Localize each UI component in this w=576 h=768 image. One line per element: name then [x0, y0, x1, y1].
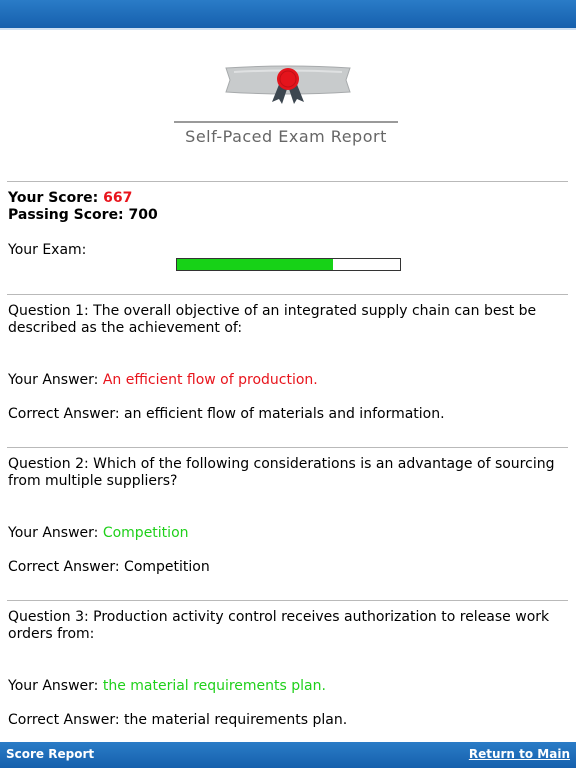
- page-title: Self-Paced Exam Report: [185, 127, 387, 146]
- title-underline: [174, 121, 398, 123]
- your-answer-value: An efficient flow of production.: [102, 372, 318, 388]
- your-answer-value: Competition: [102, 525, 189, 541]
- passing-score-label: Passing Score:: [8, 207, 124, 223]
- exam-progress-fill: [177, 259, 333, 270]
- exam-progress-bar: [176, 258, 401, 271]
- your-answer-label: Your Answer:: [8, 525, 99, 541]
- bottom-bar: [0, 742, 576, 768]
- top-bar: [0, 0, 576, 30]
- correct-answer-line: [8, 406, 445, 423]
- your-answer-value: the material requirements plan.: [102, 678, 326, 694]
- passing-score-value: 700: [128, 207, 158, 223]
- divider: [7, 294, 568, 295]
- correct-answer-value: the material requirements plan.: [124, 712, 348, 728]
- certificate-icon: [224, 64, 352, 108]
- your-answer-label: Your Answer:: [8, 372, 99, 388]
- question-text: Question 1: The overall objective of an integrated supply chain can best be described as the achievement of:: [8, 303, 537, 336]
- correct-answer-value: an efficient flow of materials and information.: [124, 406, 445, 422]
- divider: [7, 181, 568, 182]
- correct-answer-line: [8, 559, 210, 576]
- correct-answer-label: Correct Answer:: [8, 712, 120, 728]
- correct-answer-value: Competition: [124, 559, 210, 575]
- correct-answer-line: [8, 712, 347, 729]
- question-text: Question 2: Which of the following considerations is an advantage of sourcing from multiple suppliers?: [8, 456, 555, 489]
- return-to-main-link[interactable]: Return to Main: [468, 747, 570, 761]
- question-text: Question 3: Production activity control receives authorization to release work orders from:: [8, 609, 550, 642]
- correct-answer-label: Correct Answer:: [8, 559, 120, 575]
- your-answer-line: [8, 678, 326, 695]
- divider: [7, 447, 568, 448]
- your-answer-line: [8, 525, 189, 542]
- passing-score-line: [8, 207, 158, 224]
- correct-answer-label: Correct Answer:: [8, 406, 120, 422]
- your-score-line: [8, 190, 132, 207]
- your-score-label: Your Score:: [8, 190, 99, 206]
- divider: [7, 600, 568, 601]
- score-report-label: Score Report: [6, 747, 95, 761]
- your-answer-label: Your Answer:: [8, 678, 99, 694]
- your-exam-label: Your Exam:: [8, 242, 87, 258]
- your-answer-line: [8, 372, 318, 389]
- your-score-value: 667: [103, 190, 133, 206]
